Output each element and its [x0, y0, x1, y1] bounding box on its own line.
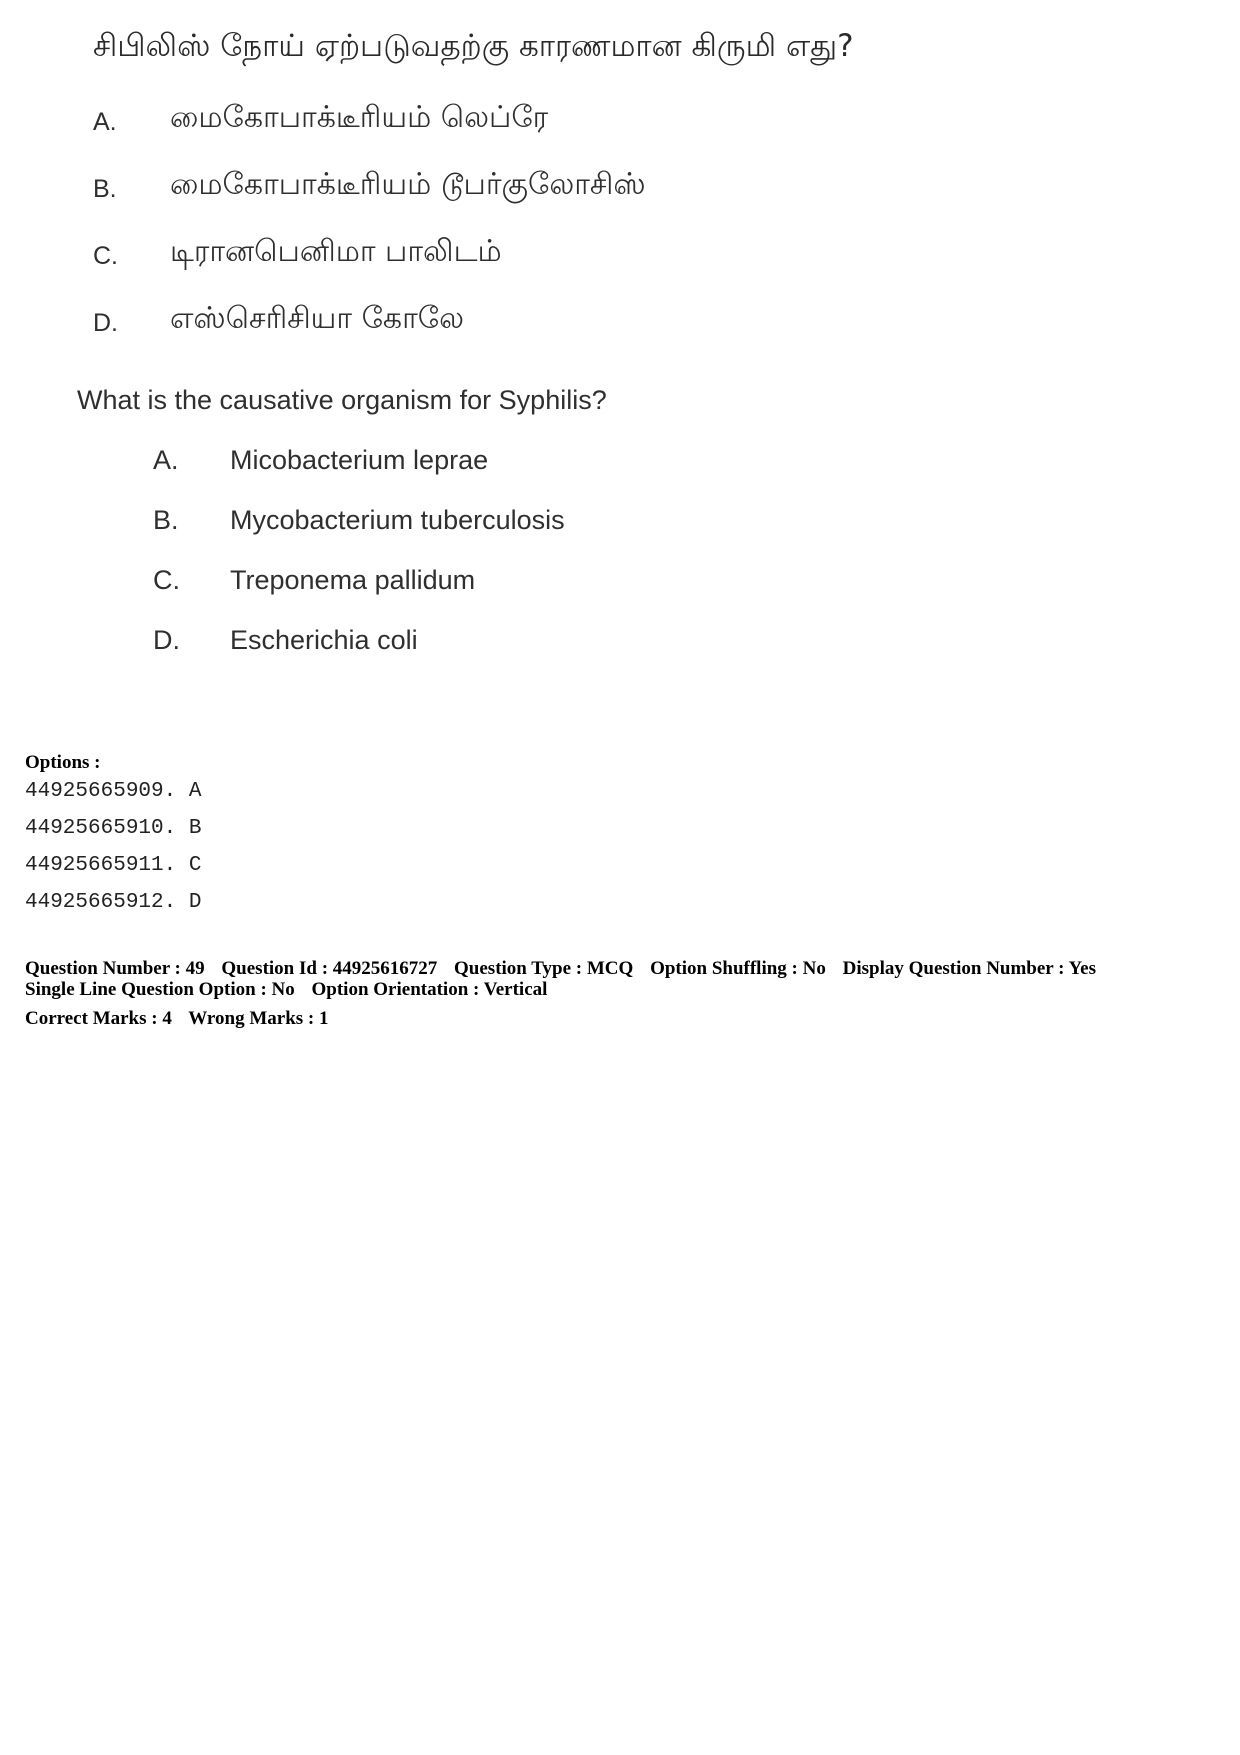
option-letter: C.	[153, 565, 180, 595]
option-text: Escherichia coli	[230, 625, 418, 655]
option-letter: D.	[153, 625, 180, 655]
option-letter: D.	[93, 309, 118, 337]
wrong-marks: Wrong Marks : 1	[188, 1008, 329, 1029]
option-text: Micobacterium leprae	[230, 445, 489, 475]
display-question-number: Display Question Number : Yes	[842, 958, 1096, 979]
option-letter: A.	[93, 108, 117, 136]
question-number: Question Number : 49	[25, 958, 205, 979]
option-text: மைகோபாக்டீரியம் லெப்ரே	[170, 100, 549, 135]
option-orientation: Option Orientation : Vertical	[311, 979, 548, 1000]
question-type: Question Type : MCQ	[454, 958, 634, 979]
correct-marks: Correct Marks : 4	[25, 1008, 172, 1029]
option-letter: A.	[153, 445, 179, 475]
option-id-b: 44925665910. B	[25, 817, 202, 840]
option-id-d: 44925665912. D	[25, 891, 202, 914]
option-text: எஸ்செரிசியா கோலே	[170, 301, 464, 336]
question-id: Question Id : 44925616727	[221, 958, 438, 979]
single-line-question-option: Single Line Question Option : No	[25, 979, 295, 1000]
option-text: டிரானபெனிமா பாலிடம்	[170, 234, 502, 269]
question-meta-line-2	[25, 979, 559, 1000]
option-text: Mycobacterium tuberculosis	[230, 505, 565, 535]
question-text-english: What is the causative organism for Syphilis?	[77, 385, 607, 415]
option-id-c: 44925665911. C	[25, 854, 202, 877]
question-meta-line-1	[25, 958, 1108, 979]
option-letter: B.	[93, 175, 117, 203]
question-meta-line-3	[25, 1008, 340, 1029]
option-text: Treponema pallidum	[230, 565, 476, 595]
options-heading: Options :	[25, 752, 101, 773]
question-text-tamil: சிபிலிஸ் நோய் ஏற்படுவதற்கு காரணமான கிருமி எது?	[93, 28, 854, 64]
question-image	[0, 0, 1240, 700]
option-id-a: 44925665909. A	[25, 780, 202, 803]
option-letter: C.	[93, 242, 118, 270]
option-letter: B.	[153, 505, 179, 535]
option-text: மைகோபாக்டீரியம் டூபர்குலோசிஸ்	[170, 167, 646, 202]
option-shuffling: Option Shuffling : No	[650, 958, 826, 979]
